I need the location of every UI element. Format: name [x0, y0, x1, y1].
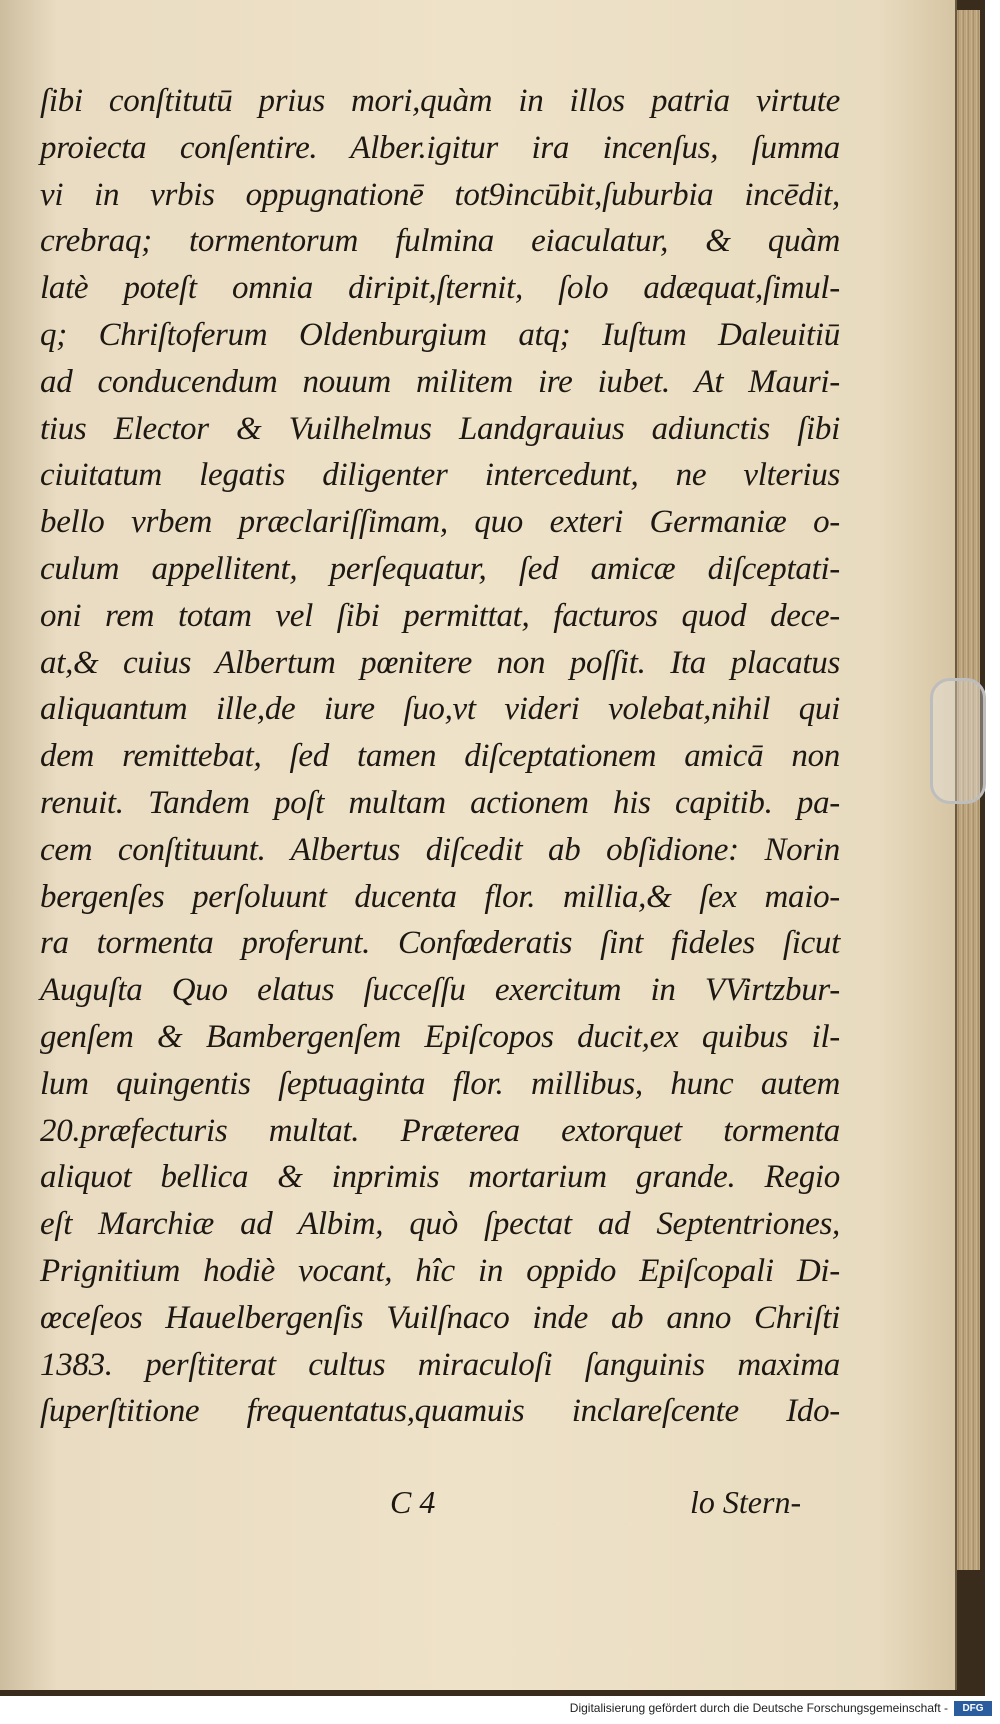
text-line: œceſeos Hauelbergenſis Vuilſnaco inde ab anno Chriſti — [40, 1299, 840, 1336]
text-line: aliquot bellica & inprimis mortarium grande. Regio — [40, 1159, 840, 1196]
text-line: oni rem totam vel ſibi permittat, facturos quod dece- — [40, 597, 840, 634]
text-line: 20.præfecturis multat. Præterea extorquet tormenta — [40, 1112, 840, 1149]
text-line: crebraq; tormentorum fulmina eiaculatur, & quàm — [40, 223, 840, 260]
digitization-credit-bar — [0, 1696, 1000, 1724]
signature-mark: C 4 — [390, 1484, 436, 1520]
text-line: ad conducendum nouum militem ire iubet. At Mauri- — [40, 363, 840, 400]
text-line: bello vrbem præclariſſimam, quo exteri Germaniæ o- — [40, 504, 840, 541]
text-line: ciuitatum legatis diligenter intercedunt, ne vlterius — [40, 457, 840, 494]
text-line: q; Chriſtoferum Oldenburgium atq; Iuſtum Daleuitiū — [40, 316, 840, 353]
page-footer — [0, 1484, 955, 1534]
text-line: proiecta conſentire. Alber.igitur ira incenſus, ſumma — [40, 129, 840, 166]
text-line: vi in vrbis oppugnationē tot9incūbit,ſuburbia incēdit, — [40, 176, 840, 213]
credit-text: Digitalisierung gefördert durch die Deutsche Forschungsgemeinschaft - — [569, 1701, 948, 1715]
text-line: ra tormenta proferunt. Confœderatis ſint fideles ſicut — [40, 925, 840, 962]
text-line: culum appellitent, perſequatur, ſed amicæ diſceptati- — [40, 550, 840, 587]
text-line: bergenſes perſoluunt ducenta flor. millia,& ſex maio- — [40, 878, 840, 915]
text-line: genſem & Bambergenſem Epiſcopos ducit,ex quibus il- — [40, 1018, 840, 1055]
text-line: renuit. Tandem poſt multam actionem his capitib. pa- — [40, 784, 840, 821]
text-line: at,& cuius Albertum pœnitere non poſſit. Ita placatus — [40, 644, 840, 681]
text-line: tius Elector & Vuilhelmus Landgrauius adiunctis ſibi — [40, 410, 840, 447]
page-clip — [930, 678, 986, 804]
text-line: aliquantum ille,de iure ſuo,vt videri volebat,nihil qui — [40, 691, 840, 728]
text-line: latè poteſt omnia diripit,ſternit, ſolo adæquat,ſimul- — [40, 270, 840, 307]
text-line: ſuperſtitione frequentatus,quamuis inclareſcente Ido- — [40, 1393, 840, 1430]
text-line: lum quingentis ſeptuaginta flor. millibus, hunc autem — [40, 1065, 840, 1102]
body-text — [40, 78, 840, 1435]
text-line: eſt Marchiæ ad Albim, quò ſpectat ad Septentriones, — [40, 1206, 840, 1243]
text-line: ſibi conſtitutū prius mori,quàm in illos patria virtute — [40, 83, 840, 119]
catchword: lo Stern- — [690, 1484, 802, 1520]
text-line: dem remittebat, ſed tamen diſceptationem amicā non — [40, 738, 840, 775]
text-line: Prignitium hodiè vocant, hîc in oppido Epiſcopali Di- — [40, 1252, 840, 1289]
text-line: Auguſta Quo elatus ſucceſſu exercitum in VVirtzbur- — [40, 972, 840, 1009]
dfg-logo-icon: DFG — [954, 1701, 992, 1716]
text-line: cem conſtituunt. Albertus diſcedit ab obſidione: Norin — [40, 831, 840, 868]
text-line: 1383. perſtiterat cultus miraculoſi ſanguinis maxima — [40, 1346, 840, 1383]
